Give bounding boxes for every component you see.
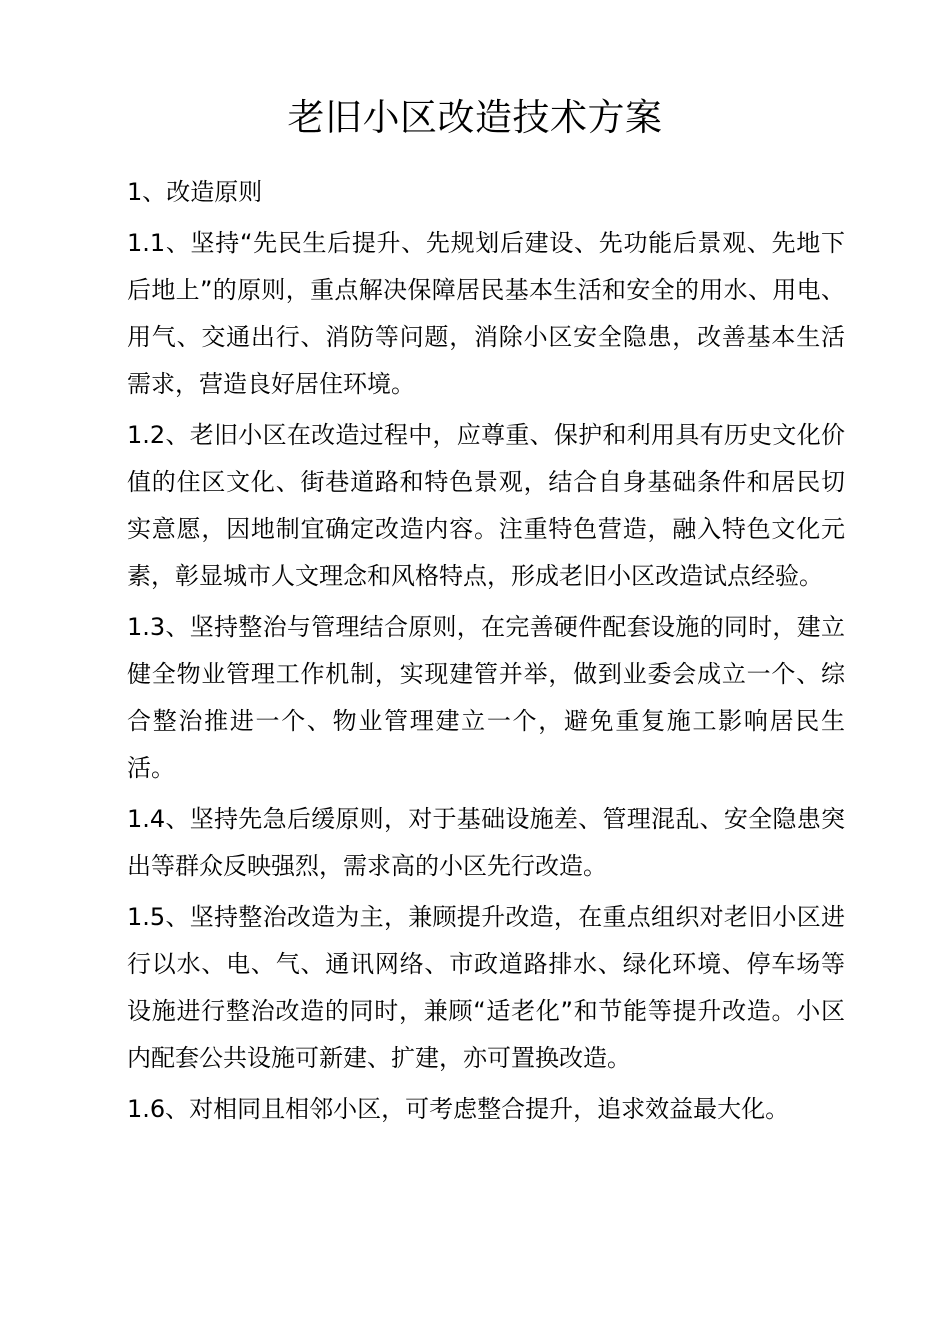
paragraph-1-6: 1.6、对相同且相邻小区，可考虑整合提升，追求效益最大化。 (127, 1095, 790, 1123)
paragraph-1-3: 1.3、坚持整治与管理结合原则，在完善硬件配套设施的同时，建立健全物业管理工作机制，实现建管并举，做到业委会成立一个、综合整治推进一个、物业管理建立一个，避免重复施工影响居民生活。 (127, 613, 845, 782)
section-heading: 1、改造原则 (127, 178, 263, 206)
document-body (127, 169, 845, 1137)
document-title: 老旧小区改造技术方案 (287, 96, 663, 139)
paragraph-1-2: 1.2、老旧小区在改造过程中，应尊重、保护和利用具有历史文化价值的住区文化、街巷道路和特色景观，结合自身基础条件和居民切实意愿，因地制宜确定改造内容。注重特色营造，融入特色文化元素，彰显城市人文理念和风格特点，形成老旧小区改造试点经验。 (127, 421, 845, 590)
paragraph-1-4: 1.4、坚持先急后缓原则，对于基础设施差、管理混乱、安全隐患突出等群众反映强烈，需求高的小区先行改造。 (127, 805, 845, 880)
paragraph-1-1: 1.1、坚持“先民生后提升、先规划后建设、先功能后景观、先地下后地上”的原则，重点解决保障居民基本生活和安全的用水、用电、用气、交通出行、消防等问题，消除小区安全隐患，改善基本生活需求，营造良好居住环境。 (127, 229, 845, 398)
paragraph-1-5: 1.5、坚持整治改造为主，兼顾提升改造，在重点组织对老旧小区进行以水、电、气、通讯网络、市政道路排水、绿化环境、停车场等设施进行整治改造的同时，兼顾“适老化”和节能等提升改造。小区内配套公共设施可新建、扩建，亦可置换改造。 (127, 903, 845, 1072)
